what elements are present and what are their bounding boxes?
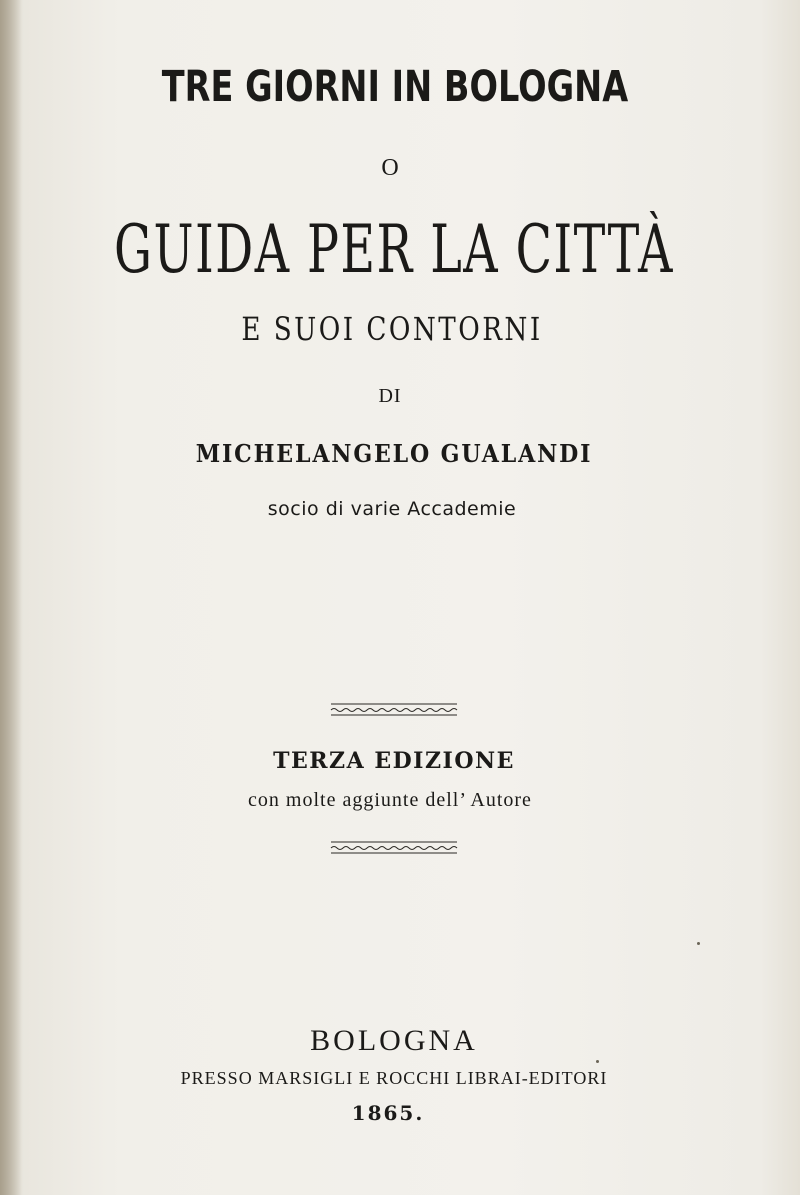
paper-speck bbox=[697, 942, 700, 945]
title-line-1: TRE GIORNI IN BOLOGNA bbox=[161, 62, 629, 112]
title-conjunction: O bbox=[381, 155, 399, 181]
wavy-rule-ornament-icon bbox=[329, 700, 459, 718]
author-name: MICHELANGELO GUALANDI bbox=[195, 439, 593, 468]
imprint-publisher: PRESSO MARSIGLI E ROCCHI LIBRAI-EDITORI bbox=[180, 1068, 608, 1088]
edition-statement: TERZA EDIZIONE bbox=[273, 748, 515, 774]
author-affiliation: socio di varie Accademie bbox=[267, 498, 517, 520]
imprint-year: 1865. bbox=[351, 1101, 425, 1125]
subtitle: E SUOI CONTORNI bbox=[241, 310, 543, 348]
imprint-city: BOLOGNA bbox=[310, 1024, 478, 1057]
title-line-2: GUIDA PER LA CITTÀ bbox=[114, 211, 674, 288]
wavy-rule-ornament-icon bbox=[329, 838, 459, 856]
paper-speck bbox=[596, 1060, 599, 1063]
author-preposition: DI bbox=[378, 385, 402, 407]
edition-note: con molte aggiunte dell’ Autore bbox=[248, 789, 532, 811]
